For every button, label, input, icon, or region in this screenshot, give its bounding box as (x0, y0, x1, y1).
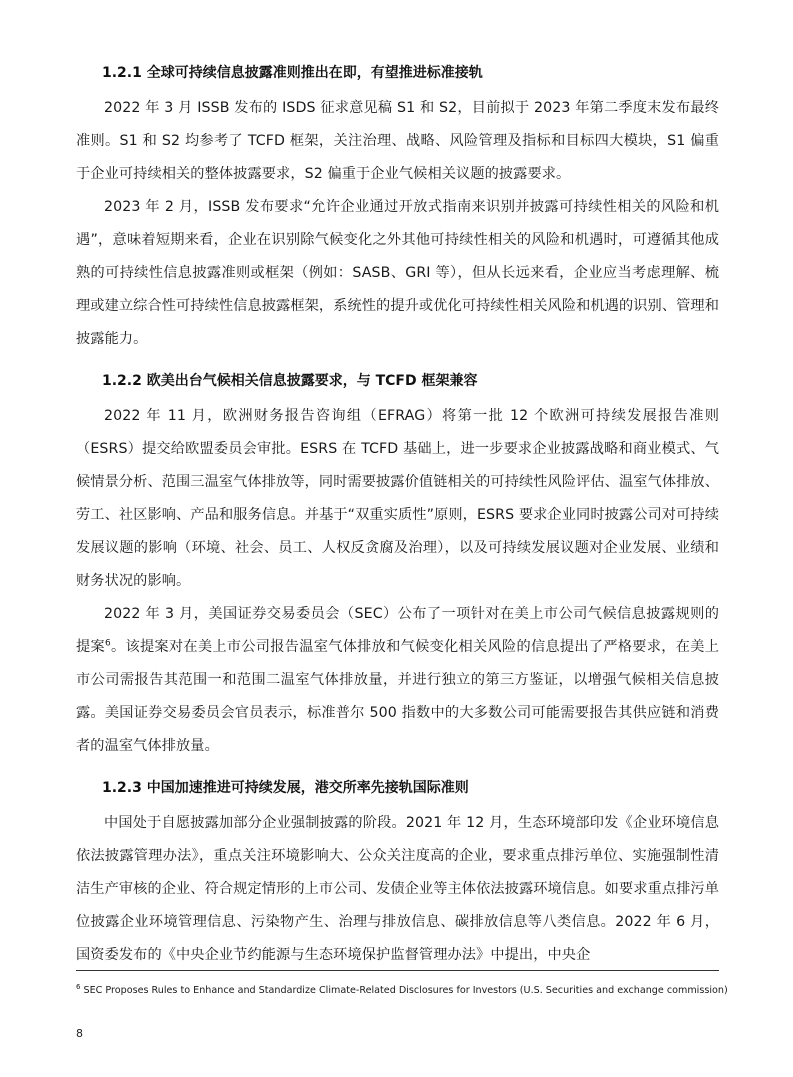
page-number: 8 (76, 1027, 83, 1040)
sec-text-before: 2022 年 3 月，美国证券交易委员会（SEC）公布了一项针对在美上市公司气候信息披露规则的提案 (76, 606, 719, 655)
paragraph-issb-guidance: 2023 年 2 月，ISSB 发布要求“允许企业通过开放式指南来识别并披露可持续性相关的风险和机遇”，意味着短期来看，企业在识别除气候变化之外其他可持续性相关的风险和机遇时，可遵循其他成熟的可持续性信息披露准则或框架（例如：SASB、GRI 等），但从长远来看，企业应当考虑理解、梳理或建立综合性可持续性信息披露框架，系统性的提升或优化可持续性相关风险和机遇的识别、管理和披露能力。 (76, 199, 719, 347)
footnote-marker: 6 (76, 983, 81, 991)
sec-text-after: 。该提案对在美上市公司报告温室气体排放和气候变化相关风险的信息提出了严格要求，在美上市公司需报告其范围一和范围二温室气体排放量，并进行独立的第三方鉴证，以增强气候相关信息披露。美国证券交易委员会官员表示，标准普尔 500 指数中的大多数公司可能需要报告其供应链和消费者的温室气体排放量。 (76, 639, 720, 754)
section-heading-1-2-1: 1.2.1 全球可持续信息披露准则推出在即，有望推进标准接轨 (102, 65, 483, 81)
paragraph-issb-drafts: 2022 年 3 月 ISSB 发布的 ISDS 征求意见稿 S1 和 S2，目前拟于 2023 年第二季度末发布最终准则。S1 和 S2 均参考了 TCFD 框架，关注治理、战略、风险管理及指标和目标四大模块，S1 偏重于企业可持续相关的整体披露要求，S2 偏重于企业气候相关议题的披露要求。 (76, 100, 719, 182)
page-content (76, 62, 719, 972)
paragraph-china-disclosure: 中国处于自愿披露加部分企业强制披露的阶段。2021 年 12 月，生态环境部印发《企业环境信息依法披露管理办法》，重点关注环境影响大、公众关注度高的企业，要求重点排污单位、实施强制性清洁生产审核的企业、符合规定情形的上市公司、发债企业等主体依法披露环境信息。如要求重点排污单位披露企业环境管理信息、污染物产生、治理与排放信息、碳排放信息等八类信息。2022 年 6 月，国资委发布的《中央企业节约能源与生态环境保护监督管理办法》中提出，中央企 (76, 815, 719, 963)
section-heading-1-2-3: 1.2.3 中国加速推进可持续发展，港交所率先接轨国际准则 (102, 780, 469, 796)
footnote (76, 980, 736, 998)
paragraph-sec-proposal (76, 598, 719, 763)
footnote-text: SEC Proposes Rules to Enhance and Standardize Climate-Related Disclosures for Investors (U.S. Securities and exchange commission) (80, 985, 728, 997)
footnote-divider (76, 970, 719, 971)
footnote-reference[interactable]: 6 (104, 638, 111, 649)
section-heading-1-2-2: 1.2.2 欧美出台气候相关信息披露要求，与 TCFD 框架兼容 (102, 373, 478, 389)
paragraph-esrs: 2022 年 11 月，欧洲财务报告咨询组（EFRAG）将第一批 12 个欧洲可持续发展报告准则（ESRS）提交给欧盟委员会审批。ESRS 在 TCFD 基础上，进一步要求企业披露战略和商业模式、气候情景分析、范围三温室气体排放等，同时需要披露价值链相关的可持续性风险评估、温室气体排放、劳工、社区影响、产品和服务信息。并基于“双重实质性”原则，ESRS 要求企业同时披露公司对可持续发展议题的影响（环境、社会、员工、人权反贪腐及治理），以及可持续发展议题对企业发展、业绩和财务状况的影响。 (76, 408, 719, 589)
